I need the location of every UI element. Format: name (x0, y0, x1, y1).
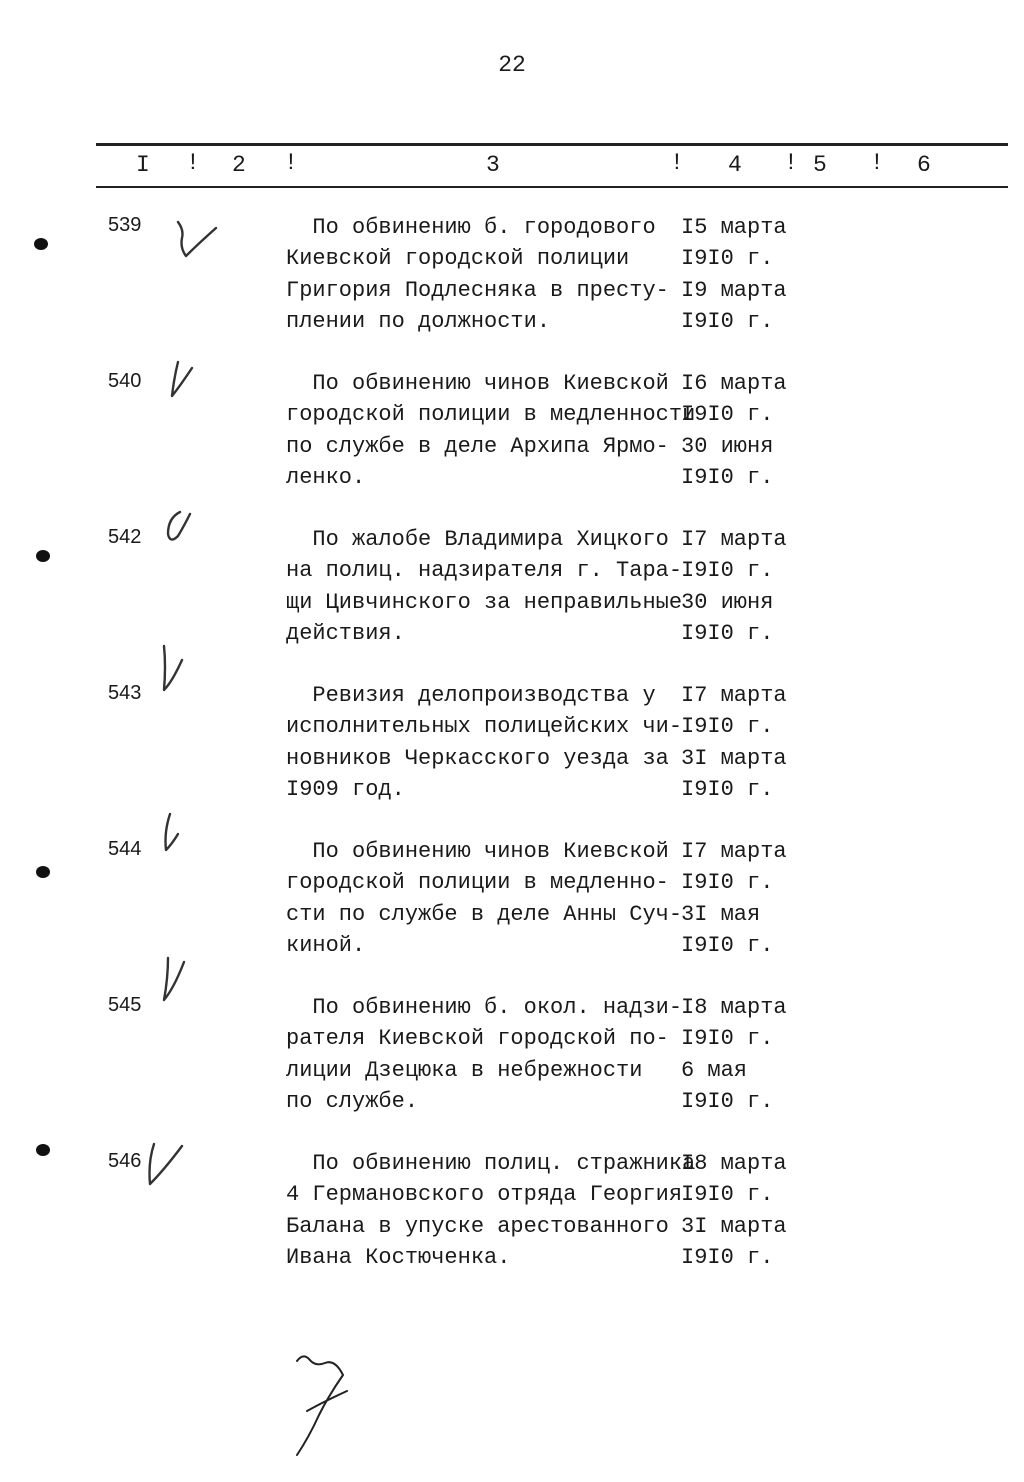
entry-description (286, 836, 686, 961)
description-line: По обвинению полиц. стражника (286, 1151, 696, 1176)
punch-hole-mark (36, 1144, 50, 1156)
date-line: I5 марта (681, 215, 787, 240)
checkmark-icon (168, 216, 228, 276)
punch-hole-mark (36, 550, 50, 562)
entry-dates (681, 212, 821, 337)
date-line: I9I0 г. (681, 1088, 774, 1114)
description-line: по службе. (286, 1088, 419, 1114)
entry-number: 543 (108, 682, 142, 704)
description-line: городской полиции в медленности (286, 402, 696, 428)
checkmark-icon (156, 504, 216, 564)
checkmark-icon (154, 954, 214, 1014)
column-header-5: 5 (813, 152, 827, 178)
entry-dates (681, 680, 821, 805)
entry-number: 546 (108, 1150, 142, 1172)
entry-dates (681, 524, 821, 649)
entry-description (286, 680, 686, 805)
punch-hole-mark (34, 238, 48, 250)
description-line: плении по должности. (286, 308, 551, 334)
table-row (0, 370, 1024, 500)
column-header-1: I (136, 152, 150, 178)
table-row (0, 1150, 1024, 1280)
date-line: I9I0 г. (681, 246, 774, 272)
date-line: I9I0 г. (681, 464, 774, 490)
description-line: городской полиции в медленно- (286, 870, 669, 896)
description-line: 4 Германовского отряда Георгия (286, 1182, 683, 1208)
date-line: I9I0 г. (681, 558, 774, 584)
description-line: действия. (286, 620, 405, 646)
entry-number: 539 (108, 214, 142, 236)
entry-number: 545 (108, 994, 142, 1016)
date-line: 3I марта (681, 745, 787, 771)
date-line: I6 марта (681, 371, 787, 396)
date-line: 30 июня (681, 589, 774, 615)
column-separator: ! (784, 150, 798, 176)
date-line: I9I0 г. (681, 402, 774, 428)
date-line: I9I0 г. (681, 1244, 774, 1270)
table-row (0, 838, 1024, 968)
table-row (0, 994, 1024, 1124)
description-line: рателя Киевской городской по- (286, 1026, 669, 1052)
checkmark-icon (160, 356, 220, 416)
date-line: 3I марта (681, 1213, 787, 1239)
date-line: I9I0 г. (681, 714, 774, 740)
entry-number: 544 (108, 838, 142, 860)
table-top-rule (96, 143, 1008, 146)
description-line: сти по службе в деле Анны Суч- (286, 901, 683, 927)
description-line: исполнительных полицейских чи- (286, 714, 683, 740)
date-line: I9I0 г. (681, 932, 774, 958)
date-line: I9I0 г. (681, 1026, 774, 1052)
entry-dates (681, 836, 821, 961)
column-separator: ! (186, 150, 200, 176)
date-line: 30 июня (681, 433, 774, 459)
date-line: 3I мая (681, 901, 761, 927)
punch-hole-mark (36, 866, 50, 878)
entry-dates (681, 992, 821, 1117)
description-line: По обвинению чинов Киевской (286, 839, 669, 864)
description-line: по службе в деле Архипа Ярмо- (286, 433, 669, 459)
checkmark-icon (152, 642, 212, 702)
description-line: По обвинению чинов Киевской (286, 371, 669, 396)
date-line: I7 марта (681, 527, 787, 552)
column-header-2: 2 (232, 152, 246, 178)
column-header-4: 4 (728, 152, 742, 178)
checkmark-icon (140, 1142, 200, 1202)
column-header-6: 6 (917, 152, 931, 178)
date-line: I7 марта (681, 839, 787, 864)
date-line: I9I0 г. (681, 870, 774, 896)
column-separator: ! (870, 150, 884, 176)
description-line: Балана в упуске арестованного (286, 1213, 669, 1239)
page-number: 22 (498, 52, 526, 78)
entry-number: 540 (108, 370, 142, 392)
description-line: По обвинению б. городового (286, 215, 656, 240)
date-line: I8 марта (681, 995, 787, 1020)
description-line: щи Цивчинского за неправильные (286, 589, 683, 615)
entry-dates (681, 1148, 821, 1273)
date-line: I9I0 г. (681, 308, 774, 334)
date-line: I7 марта (681, 683, 787, 708)
description-line: По обвинению б. окол. надзи- (286, 995, 683, 1020)
entry-number: 542 (108, 526, 142, 548)
date-line: I9I0 г. (681, 1182, 774, 1208)
table-row (0, 682, 1024, 812)
entry-description (286, 524, 686, 649)
description-line: По жалобе Владимира Хицкого (286, 527, 669, 552)
description-line: I909 год. (286, 776, 405, 802)
description-line: Киевской городской полиции (286, 246, 630, 272)
entry-description (286, 992, 686, 1117)
table-header-rule (96, 186, 1008, 188)
description-line: лиции Дзецюка в небрежности (286, 1057, 643, 1083)
description-line: новников Черкасского уезда за (286, 745, 669, 771)
entry-description (286, 368, 696, 493)
entry-description (286, 1148, 696, 1273)
table-row (0, 214, 1024, 344)
description-line: на полиц. надзирателя г. Тара- (286, 558, 683, 584)
description-line: Григория Подлесняка в престу- (286, 277, 669, 303)
date-line: I9I0 г. (681, 620, 774, 646)
description-line: Ревизия делопроизводства у (286, 683, 656, 708)
checkmark-icon (154, 808, 214, 868)
date-line: I8 марта (681, 1151, 787, 1176)
table-row (0, 526, 1024, 656)
entry-description (286, 212, 686, 337)
handwritten-folio-number (285, 1345, 375, 1465)
column-header-3: 3 (486, 152, 500, 178)
description-line: Ивана Костюченка. (286, 1244, 511, 1270)
entry-dates (681, 368, 821, 493)
column-separator: ! (670, 150, 684, 176)
description-line: ленко. (286, 464, 366, 490)
column-separator: ! (284, 150, 298, 176)
date-line: I9 марта (681, 277, 787, 303)
date-line: I9I0 г. (681, 776, 774, 802)
description-line: киной. (286, 932, 366, 958)
date-line: 6 мая (681, 1057, 748, 1083)
